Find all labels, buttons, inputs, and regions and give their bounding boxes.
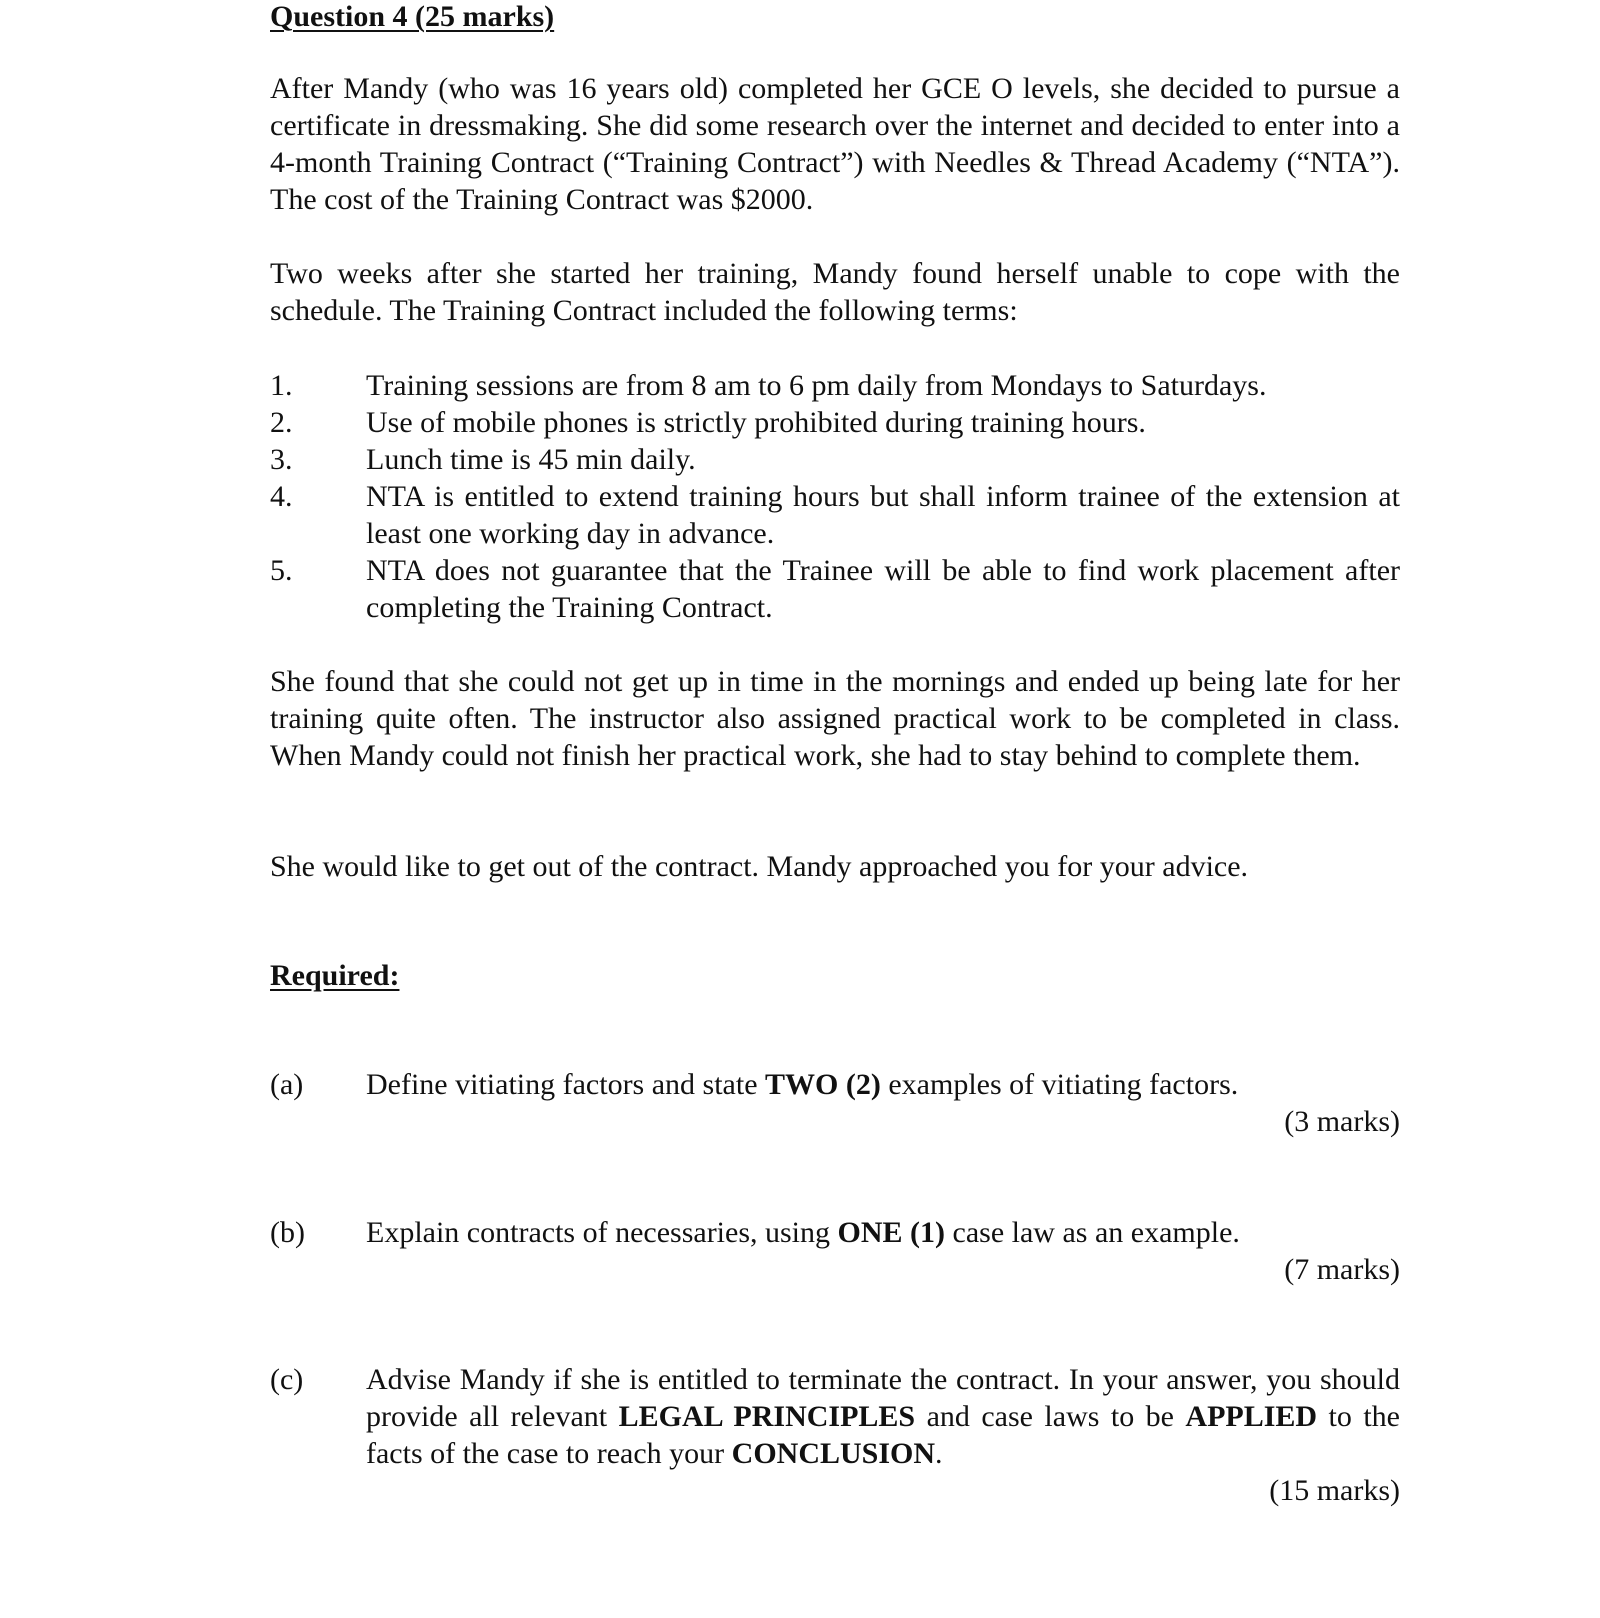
term-number: 5. (270, 554, 293, 587)
bold-text: CONCLUSION (731, 1437, 936, 1470)
bold-text: TWO (2) (765, 1068, 881, 1101)
list-item (270, 404, 1400, 441)
required-item-c (270, 1361, 1400, 1509)
item-text (366, 1214, 1400, 1251)
text-run: to the facts of the case to reach your (366, 1400, 1400, 1470)
bold-text: APPLIED (1185, 1400, 1318, 1433)
term-number: 3. (270, 443, 293, 476)
text-run: Advise Mandy if she is entitled to terminate the contract. In your answer, you should provide all relevant (366, 1363, 1400, 1433)
item-label: (b) (270, 1216, 305, 1249)
paragraph-advice: She would like to get out of the contract. Mandy approached you for your advice. (270, 850, 1249, 883)
required-item-a (270, 1066, 1400, 1140)
list-item (270, 478, 1400, 552)
bold-text: ONE (1) (837, 1216, 946, 1249)
text-run: . (935, 1437, 943, 1470)
term-number: 1. (270, 369, 293, 402)
term-text: Training sessions are from 8 am to 6 pm daily from Mondays to Saturdays. (366, 369, 1267, 402)
list-item (270, 367, 1400, 404)
text-run: examples of vitiating factors. (880, 1068, 1239, 1101)
bold-text: LEGAL PRINCIPLES (618, 1400, 916, 1433)
term-text: NTA does not guarantee that the Trainee will be able to find work placement after completing the Training Contract. (366, 554, 1400, 624)
required-heading: Required: (270, 959, 400, 992)
marks-label: (3 marks) (1284, 1105, 1400, 1138)
item-label: (c) (270, 1363, 304, 1396)
item-text (366, 1066, 1400, 1103)
text-run: Define vitiating factors and state (366, 1068, 766, 1101)
list-item (270, 441, 1400, 478)
marks-label: (15 marks) (1269, 1474, 1400, 1507)
term-text: Use of mobile phones is strictly prohibited during training hours. (366, 406, 1146, 439)
contract-terms-list (270, 367, 1400, 626)
term-number: 2. (270, 406, 293, 439)
term-text: Lunch time is 45 min daily. (366, 443, 696, 476)
text-run: case law as an example. (945, 1216, 1240, 1249)
item-text (366, 1361, 1400, 1472)
term-number: 4. (270, 480, 293, 513)
item-label: (a) (270, 1068, 304, 1101)
marks-label: (7 marks) (1284, 1253, 1400, 1286)
term-text: NTA is entitled to extend training hours but shall inform trainee of the extension at least one working day in advance. (366, 480, 1400, 550)
paragraph-intro: After Mandy (who was 16 years old) completed her GCE O levels, she decided to pursue a certificate in dressmaking. She did some research over the internet and decided to enter into a 4-month Training Contract (“Training Contract”) with Needles & Thread Academy (“NTA”). The cost of the Training Contract was $2000. (270, 72, 1400, 216)
question-title: Question 4 (25 marks) (270, 0, 555, 33)
text-run: Explain contracts of necessaries, using (366, 1216, 838, 1249)
text-run: and case laws to be (915, 1400, 1186, 1433)
paragraph-facts: She found that she could not get up in time in the mornings and ended up being late for her training quite often. The instructor also assigned practical work to be completed in class. When Mandy could not finish her practical work, she had to stay behind to complete them. (270, 665, 1400, 772)
list-item (270, 552, 1400, 626)
paragraph-schedule: Two weeks after she started her training, Mandy found herself unable to cope with the schedule. The Training Contract included the following terms: (270, 257, 1400, 327)
required-item-b (270, 1214, 1400, 1288)
